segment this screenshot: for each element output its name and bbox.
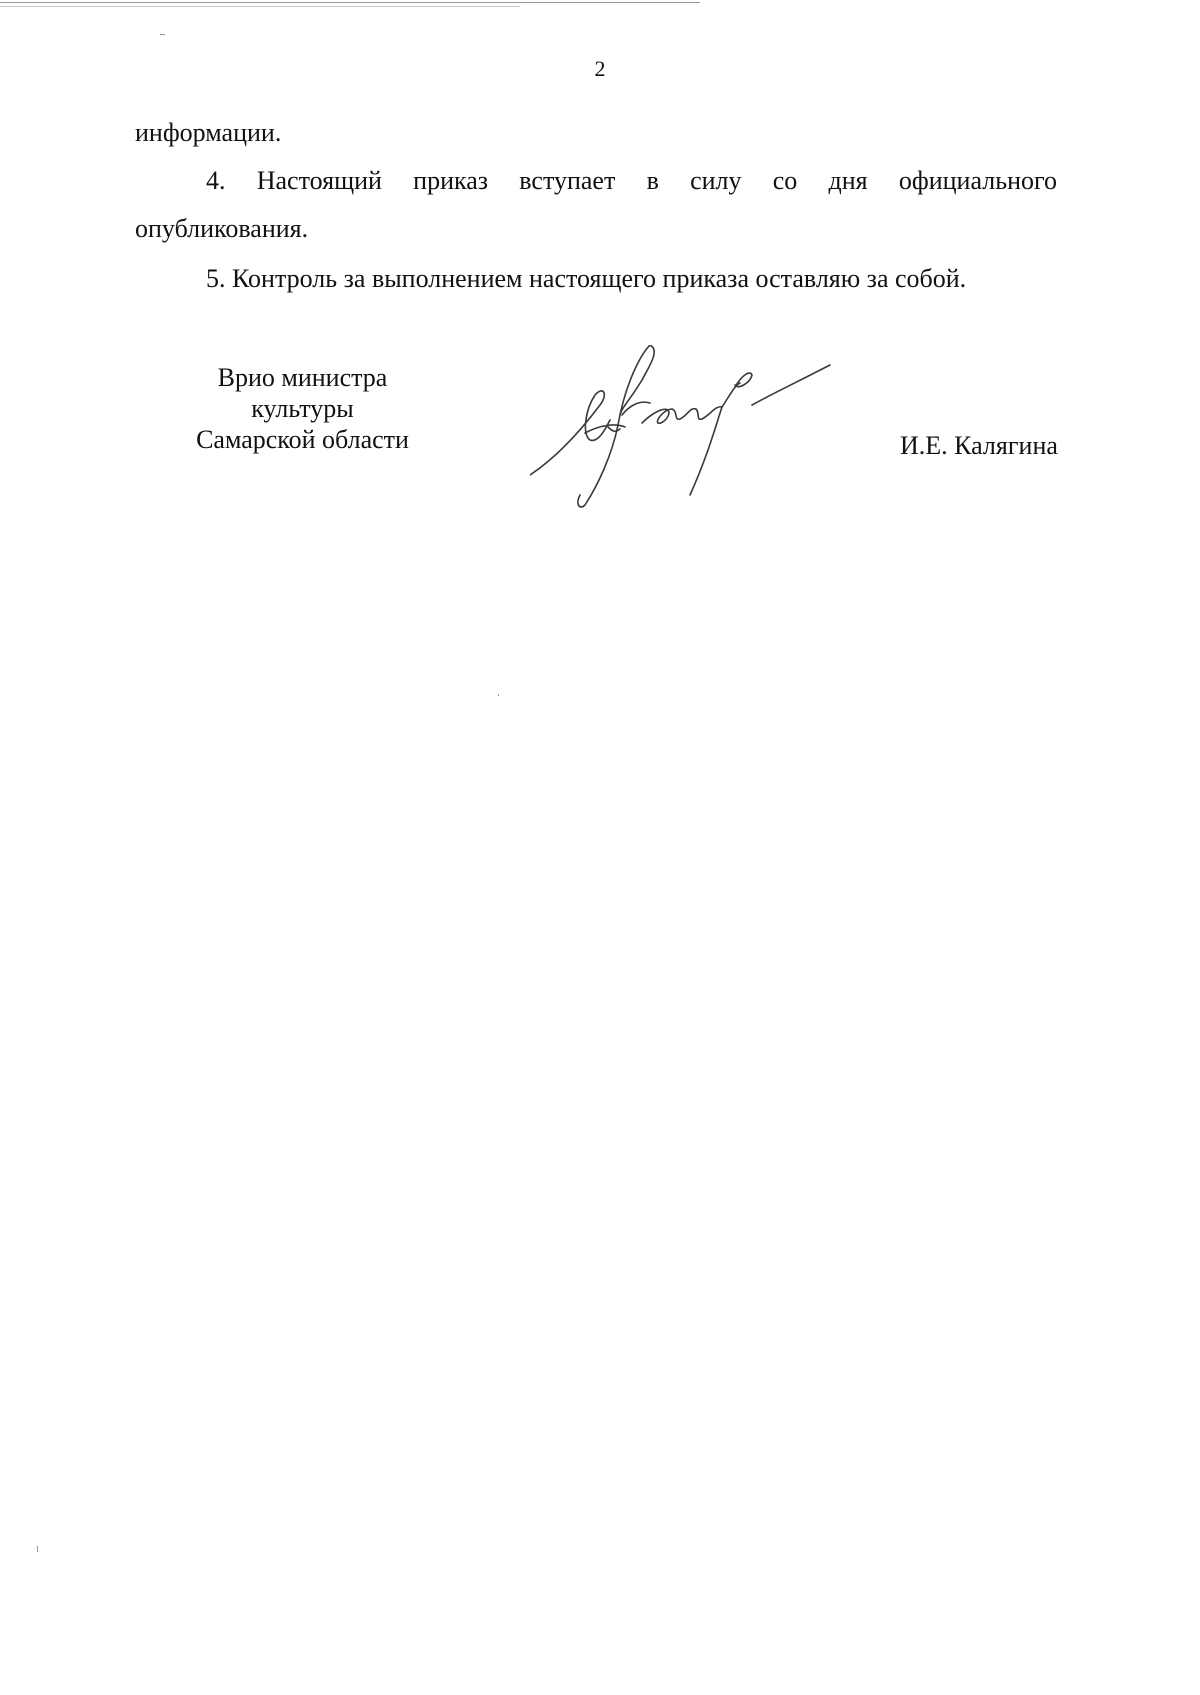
signatory-title-line-1: Врио министра	[217, 363, 388, 392]
paragraph-item-4	[135, 165, 1057, 245]
scan-edge-line-secondary	[0, 6, 520, 7]
signatory-title-line-2: культуры	[251, 394, 354, 423]
paragraph-continuation: информации.	[135, 118, 282, 147]
scan-speck	[160, 34, 165, 35]
paragraph-item-5: 5. Контроль за выполнением настоящего приказа оставляю за собой.	[206, 264, 967, 293]
handwritten-signature	[530, 345, 870, 510]
scan-speck	[498, 694, 499, 696]
signer-name: И.Е. Калягина	[900, 431, 1058, 460]
paragraph-item-4-line-1: 4. Настоящий приказ вступает в силу со дня официального	[206, 166, 1057, 195]
signatory-title-line-3: Самарской области	[196, 425, 409, 454]
scan-speck	[37, 1546, 38, 1552]
scan-edge-line	[0, 2, 700, 3]
paragraph-item-4-line-2: опубликования.	[135, 214, 309, 243]
signatory-title	[170, 362, 435, 455]
page-number: 2	[594, 56, 606, 81]
